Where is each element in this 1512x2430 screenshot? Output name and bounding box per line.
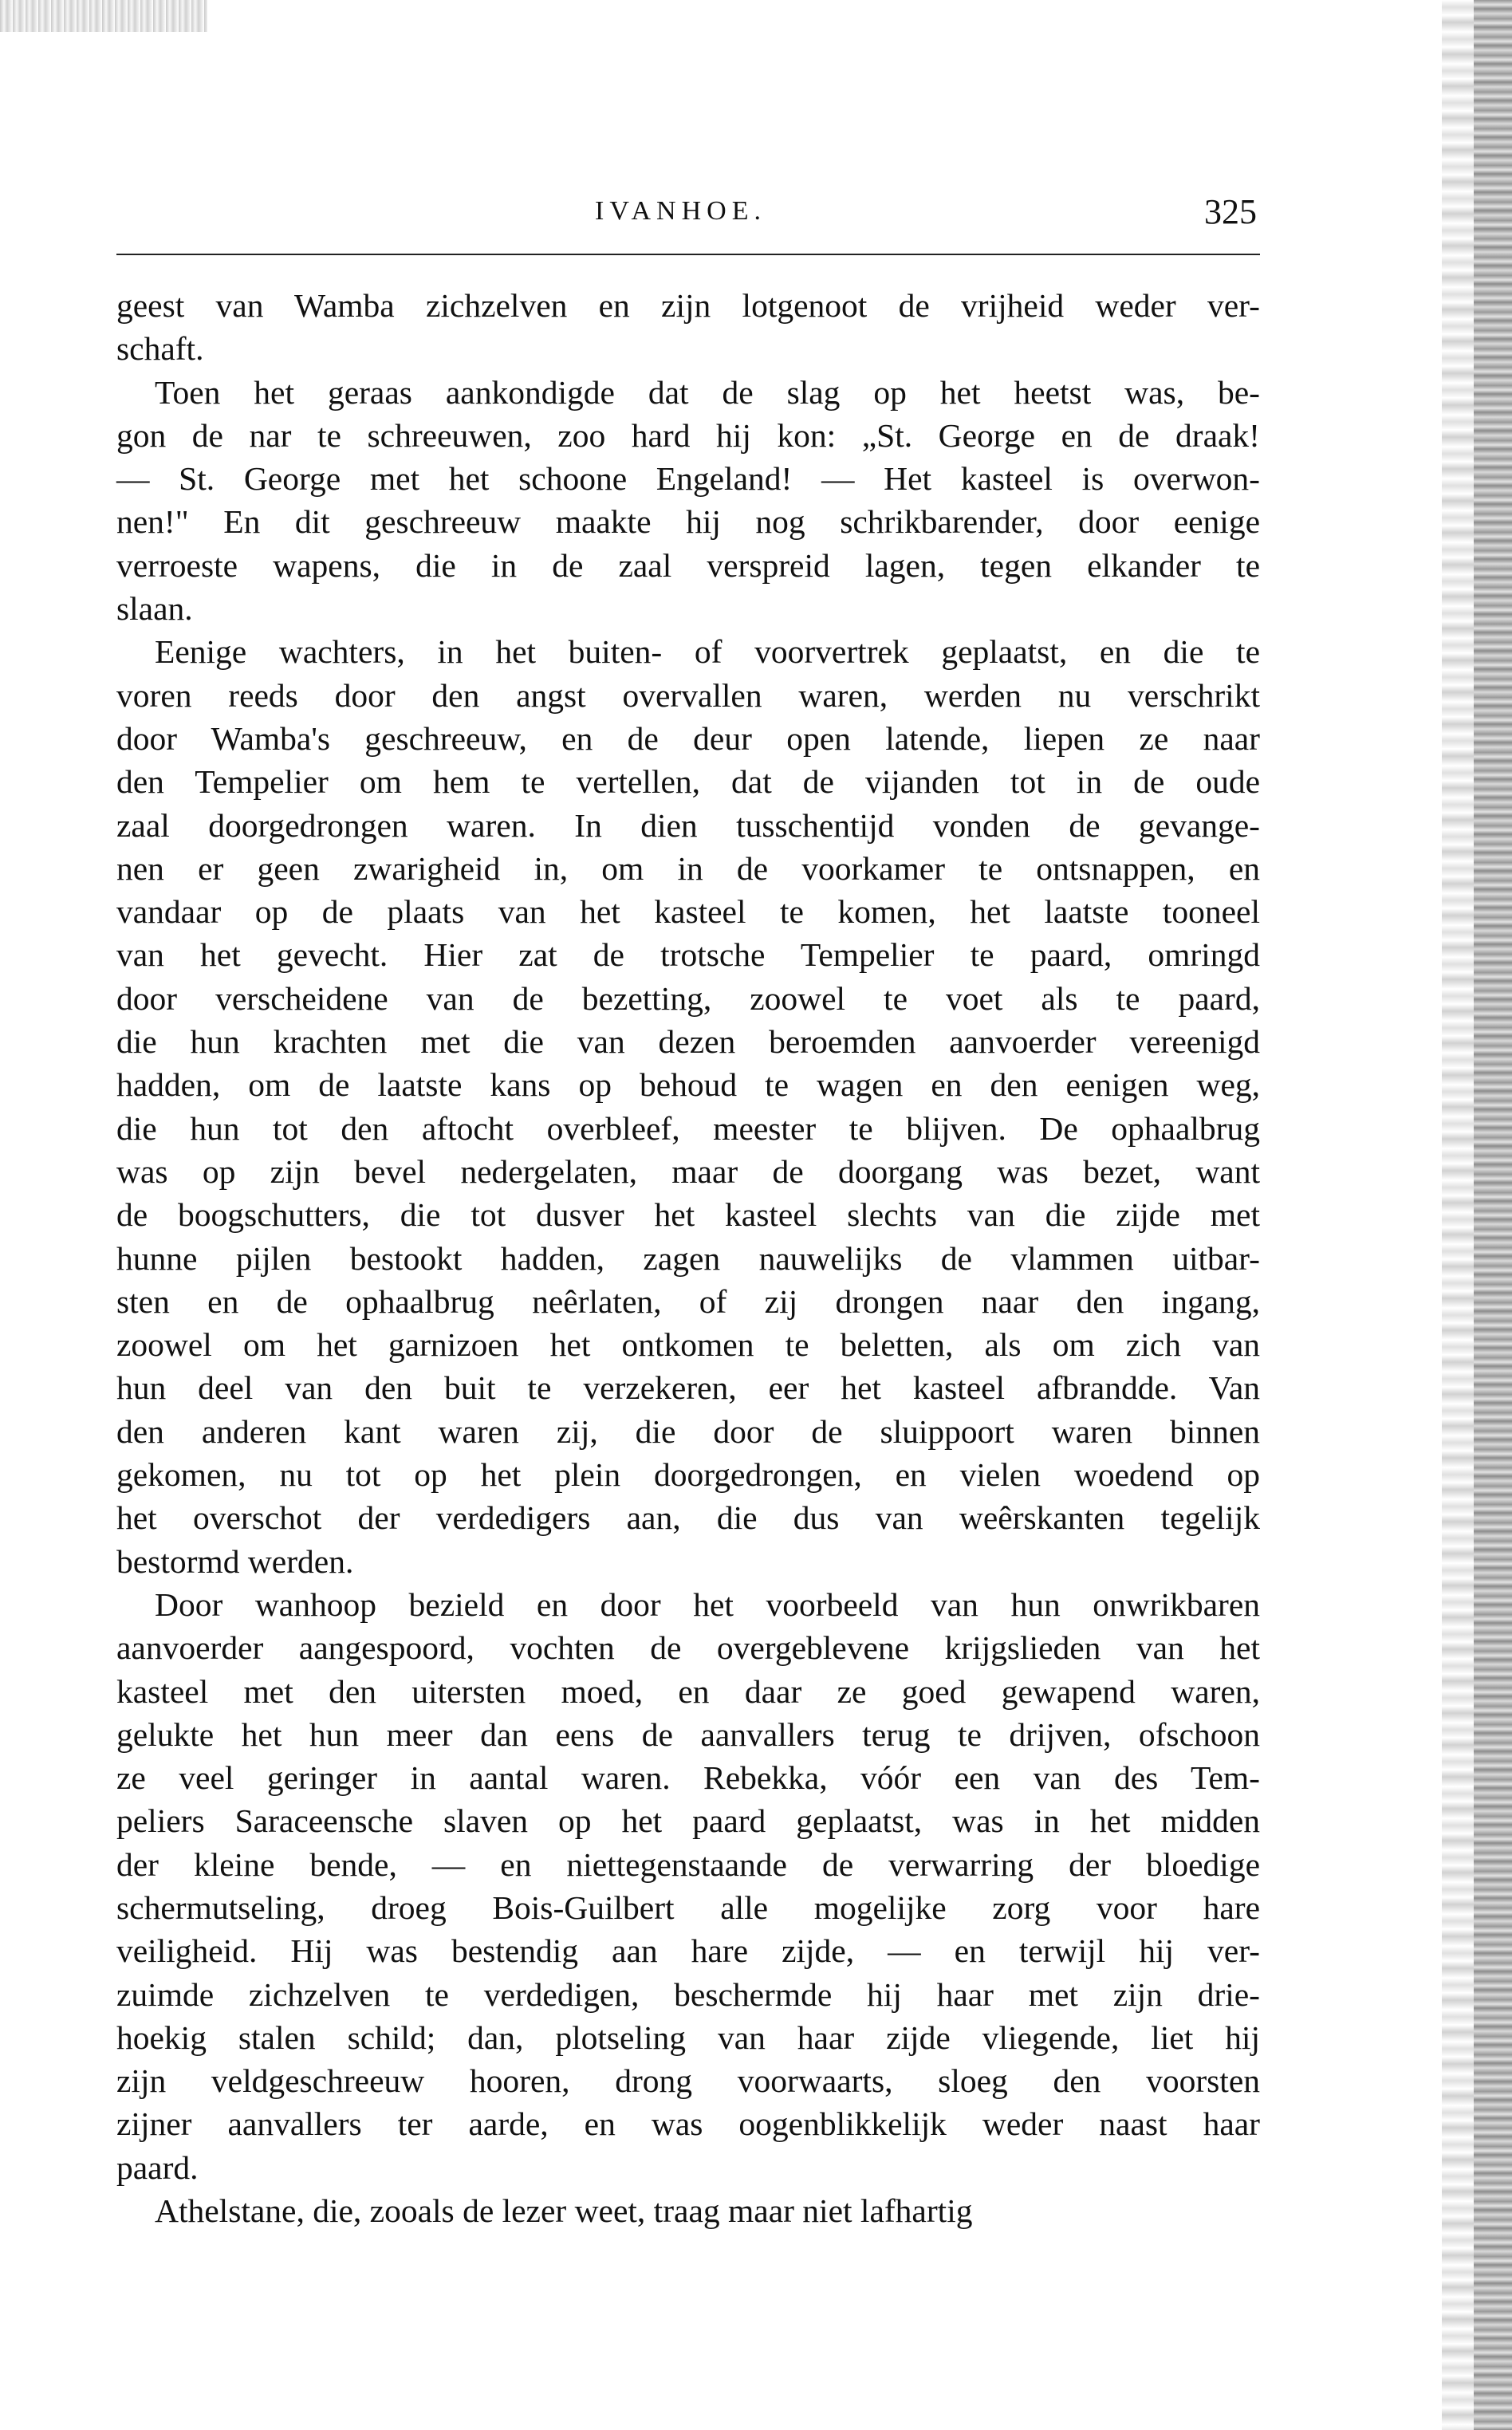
paragraph	[116, 1583, 1260, 2189]
text-line: hadden, om de laatste kans op behoud te wagen en den eenigen weg,	[116, 1066, 1260, 1104]
text-line: paard.	[116, 2148, 199, 2186]
paragraph	[116, 630, 1260, 1583]
page-number: 325	[1204, 192, 1257, 231]
text-line: hun deel van den buit te verzekeren, eer het kasteel afbrandde. Van	[116, 1369, 1260, 1407]
text-line: de boogschutters, die tot dusver het kasteel slechts van die zijde met	[116, 1196, 1260, 1234]
text-line: zoowel om het garnizoen het ontkomen te beletten, als om zich van	[116, 1326, 1260, 1364]
text-line: der kleine bende, — en niettegenstaande de verwarring der bloedige	[116, 1845, 1260, 1883]
scan-artifact-right-edge	[1474, 0, 1512, 2430]
text-line: geest van Wamba zichzelven en zijn lotgenoot de vrijheid weder ver-	[116, 287, 1260, 324]
text-line: Door wanhoop bezield en door het voorbeeld van hun onwrikbaren	[155, 1585, 1260, 1623]
text-line: Eenige wachters, in het buiten- of voorvertrek geplaatst, en die te	[155, 633, 1260, 671]
text-line: den Tempelier om hem te vertellen, dat de vijanden tot in de oude	[116, 763, 1260, 801]
text-line: Athelstane, die, zooals de lezer weet, traag maar niet lafhartig	[155, 2192, 973, 2230]
text-line: nen!" En dit geschreeuw maakte hij nog schrikbarender, door eenige	[116, 503, 1260, 541]
text-line: door Wamba's geschreeuw, en de deur open latende, liepen ze naar	[116, 719, 1260, 757]
text-line: vandaar op de plaats van het kasteel te komen, het laatste tooneel	[116, 893, 1260, 931]
text-line: zijner aanvallers ter aarde, en was oogenblikkelijk weder naast haar	[116, 2105, 1260, 2143]
scan-artifact-right-shadow	[1442, 0, 1474, 2430]
paragraph	[116, 2189, 1260, 2232]
text-line: van het gevecht. Hier zat de trotsche Tempelier te paard, omringd	[116, 936, 1260, 974]
header-rule	[116, 254, 1260, 255]
text-line: peliers Saraceensche slaven op het paard geplaatst, was in het midden	[116, 1802, 1260, 1840]
text-line: nen er geen zwarigheid in, om in de voorkamer te ontsnappen, en	[116, 849, 1260, 887]
text-line: het overschot der verdedigers aan, die dus van weêrskanten tegelijk	[116, 1499, 1260, 1537]
text-line: door verscheidene van de bezetting, zoowel te voet als te paard,	[116, 979, 1260, 1017]
text-line: zaal doorgedrongen waren. In dien tusschentijd vonden de gevange-	[116, 806, 1260, 844]
text-line: schermutseling, droeg Bois-Guilbert alle mogelijke zorg voor hare	[116, 1888, 1260, 1926]
text-line: gon de nar te schreeuwen, zoo hard hij kon: „St. George en de draak!	[116, 416, 1260, 454]
text-line: schaft.	[116, 330, 204, 368]
text-line: sten en de ophaalbrug neêrlaten, of zij drongen naar den ingang,	[116, 1282, 1260, 1320]
text-line: die hun krachten met die van dezen beroemden aanvoerder vereenigd	[116, 1023, 1260, 1061]
body-text	[116, 284, 1260, 2232]
text-line: bestormd werden.	[116, 1542, 354, 1580]
text-line: hoekig stalen schild; dan, plotseling van haar zijde vliegende, liet hij	[116, 2018, 1260, 2056]
paragraph	[116, 371, 1260, 631]
text-line: voren reeds door den angst overvallen waren, werden nu verschrikt	[116, 676, 1260, 714]
text-line: zijn veldgeschreeuw hooren, drong voorwaarts, sloeg den voorsten	[116, 2062, 1260, 2100]
running-title: IVANHOE.	[595, 196, 766, 226]
text-line: aanvoerder aangespoord, vochten de overgeblevene krijgslieden van het	[116, 1629, 1260, 1667]
page-header	[116, 192, 1265, 244]
text-line: slaan.	[116, 590, 193, 628]
text-line: zuimde zichzelven te verdedigen, beschermde hij haar met zijn drie-	[116, 1975, 1260, 2013]
paragraph	[116, 284, 1260, 371]
text-line: gelukte het hun meer dan eens de aanvallers terug te drijven, ofschoon	[116, 1715, 1260, 1753]
text-line: Toen het geraas aankondigde dat de slag op het heetst was, be-	[155, 373, 1260, 411]
text-line: verroeste wapens, die in de zaal verspreid lagen, tegen elkander te	[116, 546, 1260, 584]
text-line: ze veel geringer in aantal waren. Rebekka, vóór een van des Tem-	[116, 1759, 1260, 1797]
text-line: kasteel met den uitersten moed, en daar ze goed gewapend waren,	[116, 1672, 1260, 1710]
text-line: die hun tot den aftocht overbleef, meester te blijven. De ophaalbrug	[116, 1109, 1260, 1147]
text-line: — St. George met het schoone Engeland! — Het kasteel is overwon-	[116, 460, 1260, 498]
text-line: was op zijn bevel nedergelaten, maar de doorgang was bezet, want	[116, 1152, 1260, 1190]
scan-artifact-top	[0, 0, 207, 32]
text-line: gekomen, nu tot op het plein doorgedrongen, en vielen woedend op	[116, 1456, 1260, 1494]
text-line: veiligheid. Hij was bestendig aan hare zijde, — en terwijl hij ver-	[116, 1932, 1260, 1970]
text-line: hunne pijlen bestookt hadden, zagen nauwelijks de vlammen uitbar-	[116, 1239, 1260, 1277]
text-line: den anderen kant waren zij, die door de sluippoort waren binnen	[116, 1412, 1260, 1450]
